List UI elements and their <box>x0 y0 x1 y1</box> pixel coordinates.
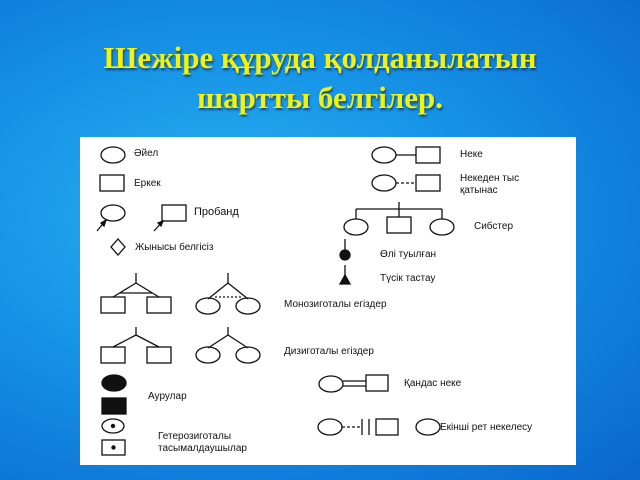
proband-female-symbol <box>97 205 125 231</box>
label-second-marriage: Екінші рет некелесу <box>440 422 533 433</box>
slide-title <box>0 38 640 118</box>
sex-unknown-symbol <box>111 239 125 255</box>
miscarriage-symbol <box>340 265 350 284</box>
proband-male-symbol <box>154 205 186 231</box>
label-siblings: Сибстер <box>474 221 514 232</box>
label-marriage: Неке <box>460 149 483 160</box>
symbols-panel <box>80 137 576 465</box>
label-carriers-line2: тасымалдаушылар <box>158 443 247 454</box>
title-line-1: Шежіре құруда қолданылатын <box>103 40 537 75</box>
stillborn-symbol <box>340 239 350 260</box>
carrier-female-symbol <box>102 419 124 433</box>
dizygotic-twins-male <box>101 327 171 363</box>
label-monozygotic-twins: Монозиготалы егіздер <box>284 299 387 310</box>
label-carriers-line1: Гетерозиготалы <box>158 431 232 442</box>
dizygotic-twins-female <box>196 327 260 363</box>
label-consanguineous-marriage: Қандас неке <box>404 378 462 389</box>
label-sex-unknown: Жынысы белгісіз <box>135 242 214 253</box>
monozygotic-twins-female <box>196 273 260 314</box>
label-extramarital-line2: қатынас <box>460 185 498 196</box>
extramarital-symbol <box>372 175 440 191</box>
label-miscarriage: Түсік тастау <box>380 273 436 284</box>
affected-male-symbol <box>102 398 126 414</box>
label-extramarital-line1: Некеден тыс <box>460 173 520 184</box>
label-stillborn: Өлі туылған <box>380 249 437 260</box>
label-proband: Пробанд <box>194 206 239 218</box>
label-male: Еркек <box>134 178 161 189</box>
consanguineous-marriage-symbol <box>319 375 388 392</box>
label-affected: Аурулар <box>148 391 187 402</box>
label-female: Әйел <box>134 148 159 159</box>
female-symbol <box>101 147 125 163</box>
affected-female-symbol <box>102 375 126 391</box>
male-symbol <box>100 175 124 191</box>
siblings-symbol <box>344 202 454 235</box>
title-line-2: шартты белгілер. <box>197 80 443 115</box>
monozygotic-twins-male <box>101 273 171 313</box>
second-marriage-symbol <box>318 419 440 435</box>
carrier-male-symbol <box>102 440 125 455</box>
marriage-symbol <box>372 147 440 163</box>
label-dizygotic-twins: Дизиготалы егіздер <box>284 346 374 357</box>
